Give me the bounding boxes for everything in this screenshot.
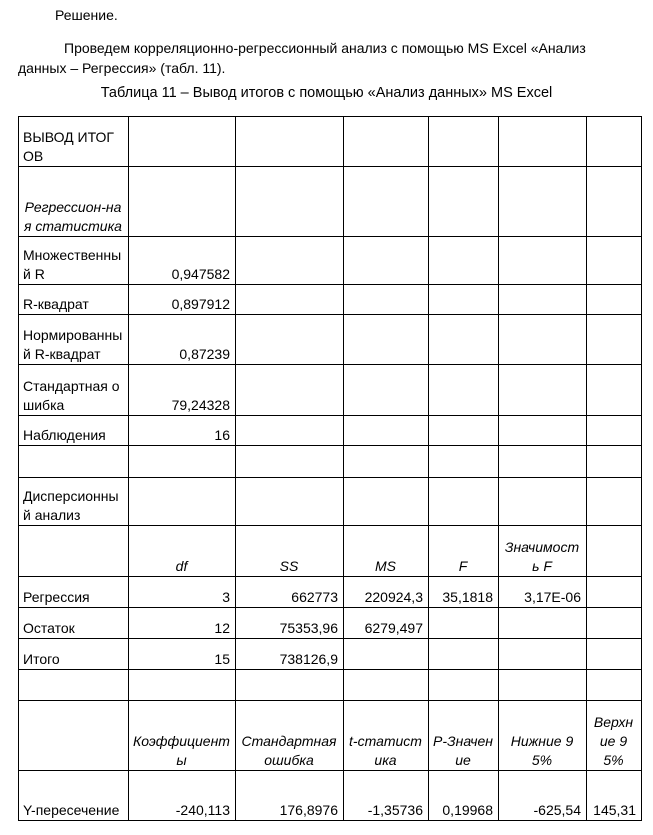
table-row (19, 577, 642, 608)
r-square-value: 0,897912 (129, 285, 236, 315)
residual-df: 12 (129, 608, 236, 639)
adj-r-square-label: Нормированный R-квадрат (19, 315, 129, 365)
residual-ss: 75353,96 (236, 608, 344, 639)
table-row (19, 237, 642, 285)
regression-df: 3 (129, 577, 236, 608)
intercept-lower95: -625,54 (499, 771, 587, 821)
lower95-header: Нижние 95% (499, 701, 587, 771)
solution-heading: Решение. (55, 7, 118, 23)
table-row (19, 416, 642, 446)
coef-header: Коэффициенты (129, 701, 236, 771)
regression-f: 35,1818 (429, 577, 499, 608)
std-error-label: Стандартная ошибка (19, 365, 129, 416)
table-row (19, 117, 642, 167)
r-square-label: R-квадрат (19, 285, 129, 315)
table-caption: Таблица 11 – Вывод итогов с помощью «Анализ данных» MS Excel (100, 85, 553, 101)
residual-label: Остаток (19, 608, 129, 639)
multiple-r-label: Множественный R (19, 237, 129, 285)
table-row (19, 315, 642, 365)
anova-header-ms: MS (344, 526, 429, 577)
table-row (19, 478, 642, 526)
intercept-std-err: 176,8976 (236, 771, 344, 821)
table-row (19, 285, 642, 315)
table-row (19, 167, 642, 237)
regression-output-table (18, 116, 642, 821)
reg-stats-title: Регрессион-ная статистика (19, 167, 129, 237)
summary-title: ВЫВОД ИТОГОВ (19, 117, 129, 167)
table-row (19, 639, 642, 670)
anova-title: Дисперсионный анализ (19, 478, 129, 526)
observations-value: 16 (129, 416, 236, 446)
regression-label: Регрессия (19, 577, 129, 608)
anova-header-sig-f: Значимость F (499, 526, 587, 577)
table-row (19, 446, 642, 478)
upper95-header: Верхние 95% (587, 701, 642, 771)
table-row (19, 608, 642, 639)
table-row (19, 670, 642, 701)
multiple-r-value: 0,947582 (129, 237, 236, 285)
intercept-label: Y-пересечение (19, 771, 129, 821)
anova-header-ss: SS (236, 526, 344, 577)
t-stat-header: t-статистика (344, 701, 429, 771)
std-error-value: 79,24328 (129, 365, 236, 416)
regression-ms: 220924,3 (344, 577, 429, 608)
residual-ms: 6279,497 (344, 608, 429, 639)
total-df: 15 (129, 639, 236, 670)
observations-label: Наблюдения (19, 416, 129, 446)
anova-header-df: df (129, 526, 236, 577)
total-label: Итого (19, 639, 129, 670)
regression-sig-f: 3,17E-06 (499, 577, 587, 608)
adj-r-square-value: 0,87239 (129, 315, 236, 365)
intercept-p-value: 0,19968 (429, 771, 499, 821)
std-err-header: Стандартная ошибка (236, 701, 344, 771)
table-row (19, 526, 642, 577)
intercept-t-stat: -1,35736 (344, 771, 429, 821)
anova-header-f: F (429, 526, 499, 577)
table-row (19, 365, 642, 416)
total-ss: 738126,9 (236, 639, 344, 670)
intercept-upper95: 145,31 (587, 771, 642, 821)
regression-ss: 662773 (236, 577, 344, 608)
table-row (19, 771, 642, 821)
intercept-coef: -240,113 (129, 771, 236, 821)
table-row (19, 701, 642, 771)
p-value-header: P-Значение (429, 701, 499, 771)
intro-paragraph: Проведем корреляционно-регрессионный анализ с помощью MS Excel «Анализ данных – Регрессия» (табл. 11). (18, 40, 586, 76)
